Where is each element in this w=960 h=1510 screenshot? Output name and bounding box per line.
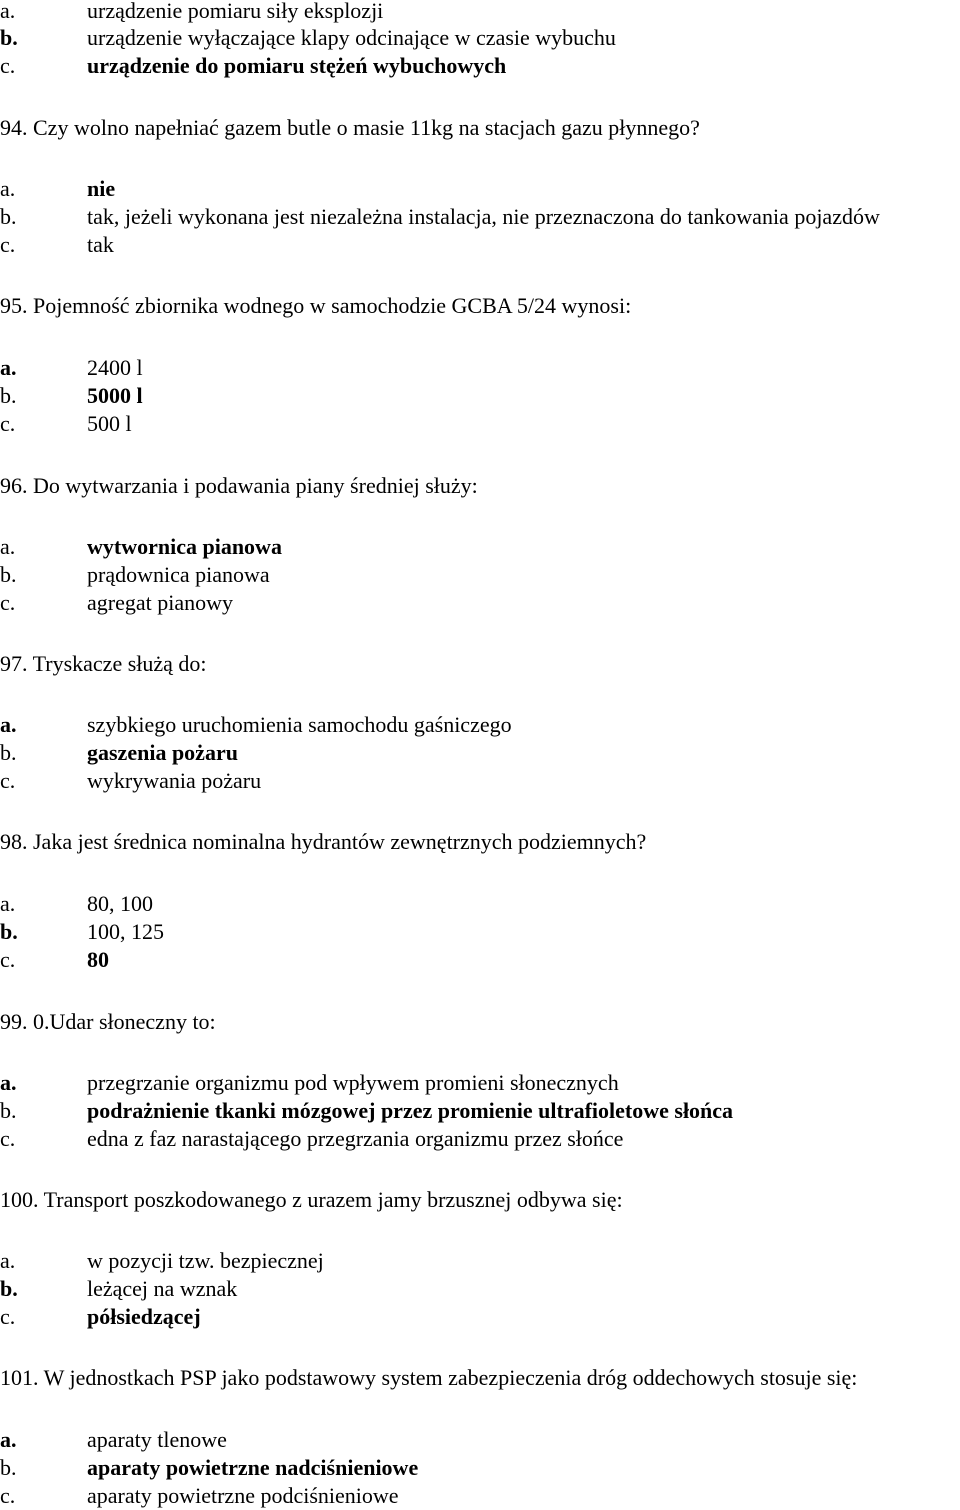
answer-text: aparaty powietrzne podciśnieniowe	[87, 1483, 399, 1508]
answer-letter: b.	[0, 919, 18, 944]
answer-text: urządzenie do pomiaru stężeń wybuchowych	[87, 53, 507, 78]
question-99: 99. 0.Udar słoneczny to:	[0, 1009, 216, 1034]
answer-text: 80	[87, 947, 109, 972]
answer-text: 2400 l	[87, 355, 143, 380]
answer-letter: a.	[0, 534, 16, 559]
answer-text: urządzenie pomiaru siły eksplozji	[87, 0, 384, 23]
answer-text: półsiedzącej	[87, 1304, 201, 1329]
answer-letter: c.	[0, 1483, 16, 1508]
answer-letter: c.	[0, 411, 16, 436]
question-100: 100. Transport poszkodowanego z urazem jamy brzusznej odbywa się:	[0, 1187, 623, 1212]
question-94: 94. Czy wolno napełniać gazem butle o masie 11kg na stacjach gazu płynnego?	[0, 115, 700, 140]
answer-text: agregat pianowy	[87, 590, 233, 615]
answer-text: prądownica pianowa	[87, 562, 270, 587]
question-95: 95. Pojemność zbiornika wodnego w samochodzie GCBA 5/24 wynosi:	[0, 293, 632, 318]
answer-letter: a.	[0, 1427, 17, 1452]
answer-letter: b.	[0, 1276, 18, 1301]
answer-letter: a.	[0, 0, 16, 23]
answer-letter: a.	[0, 712, 17, 737]
answer-letter: a.	[0, 1070, 17, 1095]
answer-letter: a.	[0, 1248, 16, 1273]
answer-letter: c.	[0, 947, 16, 972]
answer-text: aparaty powietrzne nadciśnieniowe	[87, 1455, 419, 1480]
answer-letter: c.	[0, 590, 16, 615]
answer-letter: c.	[0, 232, 16, 257]
question-101: 101. W jednostkach PSP jako podstawowy system zabezpieczenia dróg oddechowych stosuje się:	[0, 1365, 858, 1390]
answer-letter: c.	[0, 768, 16, 793]
answer-letter: b.	[0, 1098, 17, 1123]
answer-letter: c.	[0, 53, 16, 78]
question-98: 98. Jaka jest średnica nominalna hydrantów zewnętrznych podziemnych?	[0, 829, 647, 854]
answer-text: 5000 l	[87, 383, 143, 408]
answer-letter: b.	[0, 25, 18, 50]
answer-letter: a.	[0, 891, 16, 916]
answer-letter: c.	[0, 1126, 16, 1151]
answer-letter: b.	[0, 383, 17, 408]
answer-text: 80, 100	[87, 891, 153, 916]
answer-text: gaszenia pożaru	[87, 740, 238, 765]
answer-text: podrażnienie tkanki mózgowej przez promienie ultrafioletowe słońca	[87, 1098, 734, 1123]
answer-text: szybkiego uruchomienia samochodu gaśniczego	[87, 712, 512, 737]
answer-text: 100, 125	[87, 919, 164, 944]
answer-text: edna z faz narastającego przegrzania organizmu przez słońce	[87, 1126, 624, 1151]
answer-text: przegrzanie organizmu pod wpływem promieni słonecznych	[87, 1070, 619, 1095]
answer-text: 500 l	[87, 411, 132, 436]
answer-text: tak, jeżeli wykonana jest niezależna instalacja, nie przeznaczona do tankowania pojazdów	[87, 204, 880, 229]
answer-text: wykrywania pożaru	[87, 768, 262, 793]
answer-letter: c.	[0, 1304, 16, 1329]
answer-letter: b.	[0, 204, 17, 229]
answer-text: leżącej na wznak	[87, 1276, 238, 1301]
answer-text: aparaty tlenowe	[87, 1427, 227, 1452]
answer-text: wytwornica pianowa	[87, 534, 282, 559]
answer-letter: a.	[0, 355, 17, 380]
question-96: 96. Do wytwarzania i podawania piany średniej służy:	[0, 473, 478, 498]
question-97: 97. Tryskacze służą do:	[0, 651, 207, 676]
answer-letter: b.	[0, 740, 17, 765]
answer-letter: b.	[0, 1455, 17, 1480]
answer-text: tak	[87, 232, 114, 257]
answer-text: urządzenie wyłączające klapy odcinające w czasie wybuchu	[87, 25, 616, 50]
answer-letter: b.	[0, 562, 17, 587]
answer-text: nie	[87, 176, 116, 201]
answer-letter: a.	[0, 176, 16, 201]
answer-text: w pozycji tzw. bezpiecznej	[87, 1248, 324, 1273]
